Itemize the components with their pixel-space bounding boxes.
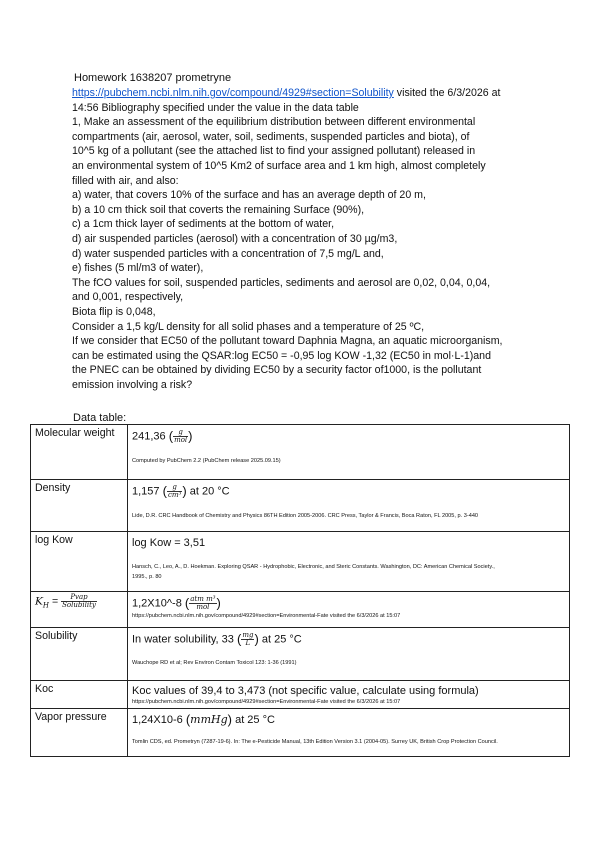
table-row <box>31 681 570 709</box>
unit-numerator: mg <box>242 631 254 639</box>
solubility-condition: at 25 °C <box>261 633 302 646</box>
row-value <box>128 532 570 592</box>
problem-line: 10^5 kg of a pollutant (see the attached list to find your assigned pollutant) released in <box>72 145 476 158</box>
mw-value: 241,36 <box>132 430 166 443</box>
unit-fraction <box>241 632 254 647</box>
row-value <box>128 681 570 709</box>
row-label: Vapor pressure <box>31 709 128 757</box>
vp-value: 1,24X10-6 <box>132 714 183 726</box>
kh-equals: = <box>51 595 59 608</box>
unit-numerator: atm m³ <box>190 595 216 603</box>
pubchem-link[interactable]: https://pubchem.ncbi.nlm.nih.gov/compound/4929#section=Solubility <box>72 87 394 99</box>
problem-line: b) a 10 cm thick soil that coverts the remaining Surface (90%), <box>72 203 365 216</box>
kh-value: 1,2X10^-8 <box>132 597 182 610</box>
row-value: 1,157 ( $\frac{g}{\text{cm³}}$ ) at 20 °C Lide, D.R. CRC Handbook of Chemistry and Physics 86TH Edition 2005-2006. CRC Press, Taylor & Francis, Boca Raton, FL 2005, p. 3-440 <box>128 480 570 532</box>
table-row <box>31 532 570 592</box>
unit-numerator: g <box>167 484 182 492</box>
unit-fraction <box>167 484 182 499</box>
row-label: Molecular weight <box>31 425 128 480</box>
row-value: 1,24X10-6 (mmHg) at 25 °C Tomlin CDS, ed. Prometryn (7287-19-6). In: The e-Pesticide Manual, 13th Edition Version 3.1 (2004-05). Surrey UK, British Crop Protection Council. <box>128 709 570 757</box>
problem-line: d) air suspended particles (aerosol) with a concentration of 30 µg/m3, <box>72 232 398 245</box>
density-value: 1,157 <box>132 485 160 498</box>
problem-line: If we consider that EC50 of the pollutant toward Daphnia Magna, an aquatic microorganism, <box>72 335 503 348</box>
citation: Hansch, C., Leo, A., D. Hoekman. Exploring QSAR - Hydrophobic, Electronic, and Steric Constants. Washington, DC: American Chemical Society., <box>132 564 495 570</box>
homework-title: Homework 1638207 prometryne <box>74 72 232 84</box>
problem-line: a) water, that covers 10% of the surface and has an average depth of 20 m, <box>72 189 426 202</box>
data-table-label: Data table: <box>73 412 127 424</box>
row-value: 1,2X10^-8 ( $\frac{\text{atm m³}}{\text{mol}}$ ) https://pubchem.ncbi.nlm.nih.gov/compound/4929#section=Environmental-Fate visited the 6/3/2026 at 15:07 <box>128 592 570 628</box>
problem-line: emission involving a risk? <box>72 378 193 391</box>
problem-line: 1, Make an assessment of the equilibrium distribution between different environmental <box>72 116 476 129</box>
problem-statement <box>72 86 532 392</box>
problem-line: and 0,001, respectively, <box>72 291 184 304</box>
koc-value: Koc values of 39,4 to 3,473 (not specific value, calculate using formula) <box>132 685 479 697</box>
unit-denominator: mol <box>174 436 188 444</box>
problem-line: e) fishes (5 ml/m3 of water), <box>72 262 204 275</box>
problem-line: d) water suspended particles with a concentration of 7,5 mg/L and, <box>72 247 384 260</box>
problem-line: c) a 1cm thick layer of sediments at the bottom of water, <box>72 218 335 231</box>
row-value: 241,36 ( $\frac{g}{\text{mol}}$ ) Computed by PubChem 2.2 (PubChem release 2025.09.15) <box>128 425 570 480</box>
table-row <box>31 592 570 628</box>
visited-text: visited the 6/3/2026 at <box>393 87 501 99</box>
vp-unit: mmHg <box>190 713 228 726</box>
unit-denominator: cm³ <box>167 491 182 499</box>
citation: Computed by PubChem 2.2 (PubChem release 2025.09.15) <box>132 458 281 464</box>
unit-numerator: g <box>173 429 188 437</box>
kh-fraction <box>61 594 97 609</box>
row-label: Solubility <box>31 628 128 681</box>
row-value: In water solubility, 33 ( $\frac{mg}{L}$ ) at 25 °C Wauchope RD et al; Rev Environ Contam Toxicol 123: 1-36 (1991) <box>128 628 570 681</box>
solubility-value: In water solubility, 33 <box>132 633 234 646</box>
data-table <box>30 424 570 757</box>
citation: https://pubchem.ncbi.nlm.nih.gov/compound/4929#section=Environmental-Fate visited the 6/3/2026 at 15:07 <box>132 699 401 705</box>
citation: https://pubchem.ncbi.nlm.nih.gov/compound/4929#section=Environmental-Fate visited the 6/3/2026 at 15:07 <box>132 613 401 619</box>
table-row <box>31 425 570 480</box>
vp-condition: at 25 °C <box>235 714 275 726</box>
unit-fraction <box>173 429 188 444</box>
logkow-value: log Kow = 3,51 <box>132 537 206 549</box>
problem-line: an environmental system of 10^5 Km2 of surface area and 1 km high, almost completely <box>72 159 486 172</box>
problem-line: Consider a 1,5 kg/L density for all solid phases and a temperature of 25 ºC, <box>72 320 425 333</box>
problem-line: The fCO values for soil, suspended particles, sediments and aerosol are 0,02, 0,04, 0,04, <box>72 276 491 289</box>
problem-line: can be estimated using the QSAR:log EC50 = -0,95 log KOW -1,32 (EC50 in mol·L-1)and <box>72 349 491 362</box>
problem-line: compartments (air, aerosol, water, soil, sediments, suspended particles and biota), of <box>72 130 470 143</box>
henry-constant-label <box>31 592 128 628</box>
citation: Lide, D.R. CRC Handbook of Chemistry and Physics 86TH Edition 2005-2006. CRC Press, Taylor & Francis, Boca Raton, FL 2005, p. 3-440 <box>132 513 479 519</box>
table-row <box>31 628 570 681</box>
unit-fraction <box>189 596 216 611</box>
problem-line: filled with air, and also: <box>72 174 179 187</box>
citation-continued: 1995., p. 80 <box>132 574 162 580</box>
row-label: Density <box>31 480 128 532</box>
kh-symbol: K <box>35 595 43 608</box>
citation: Wauchope RD et al; Rev Environ Contam Toxicol 123: 1-36 (1991) <box>132 660 297 666</box>
unit-denominator: L <box>245 639 251 647</box>
table-row <box>31 709 570 757</box>
row-label: log Kow <box>31 532 128 592</box>
row-label: Koc <box>31 681 128 709</box>
bibliography-note: 14:56 Bibliography specified under the value in the data table <box>72 101 359 114</box>
problem-line: the PNEC can be obtained by dividing EC50 by a security factor of1000, is the pollutant <box>72 364 482 377</box>
kh-numerator: Pvap <box>61 594 97 602</box>
kh-denominator: Solubility <box>62 601 96 609</box>
citation: Tomlin CDS, ed. Prometryn (7287-19-6). In: The e-Pesticide Manual, 13th Edition Version 3.1 (2004-05). Surrey UK, British Crop Protection Council. <box>132 739 498 746</box>
problem-line: Biota flip is 0,048, <box>72 305 156 318</box>
kh-subscript: H <box>42 601 50 610</box>
table-row <box>31 480 570 532</box>
unit-denominator: mol <box>196 603 210 611</box>
density-condition: at 20 °C <box>189 485 230 498</box>
source-line <box>72 86 532 101</box>
